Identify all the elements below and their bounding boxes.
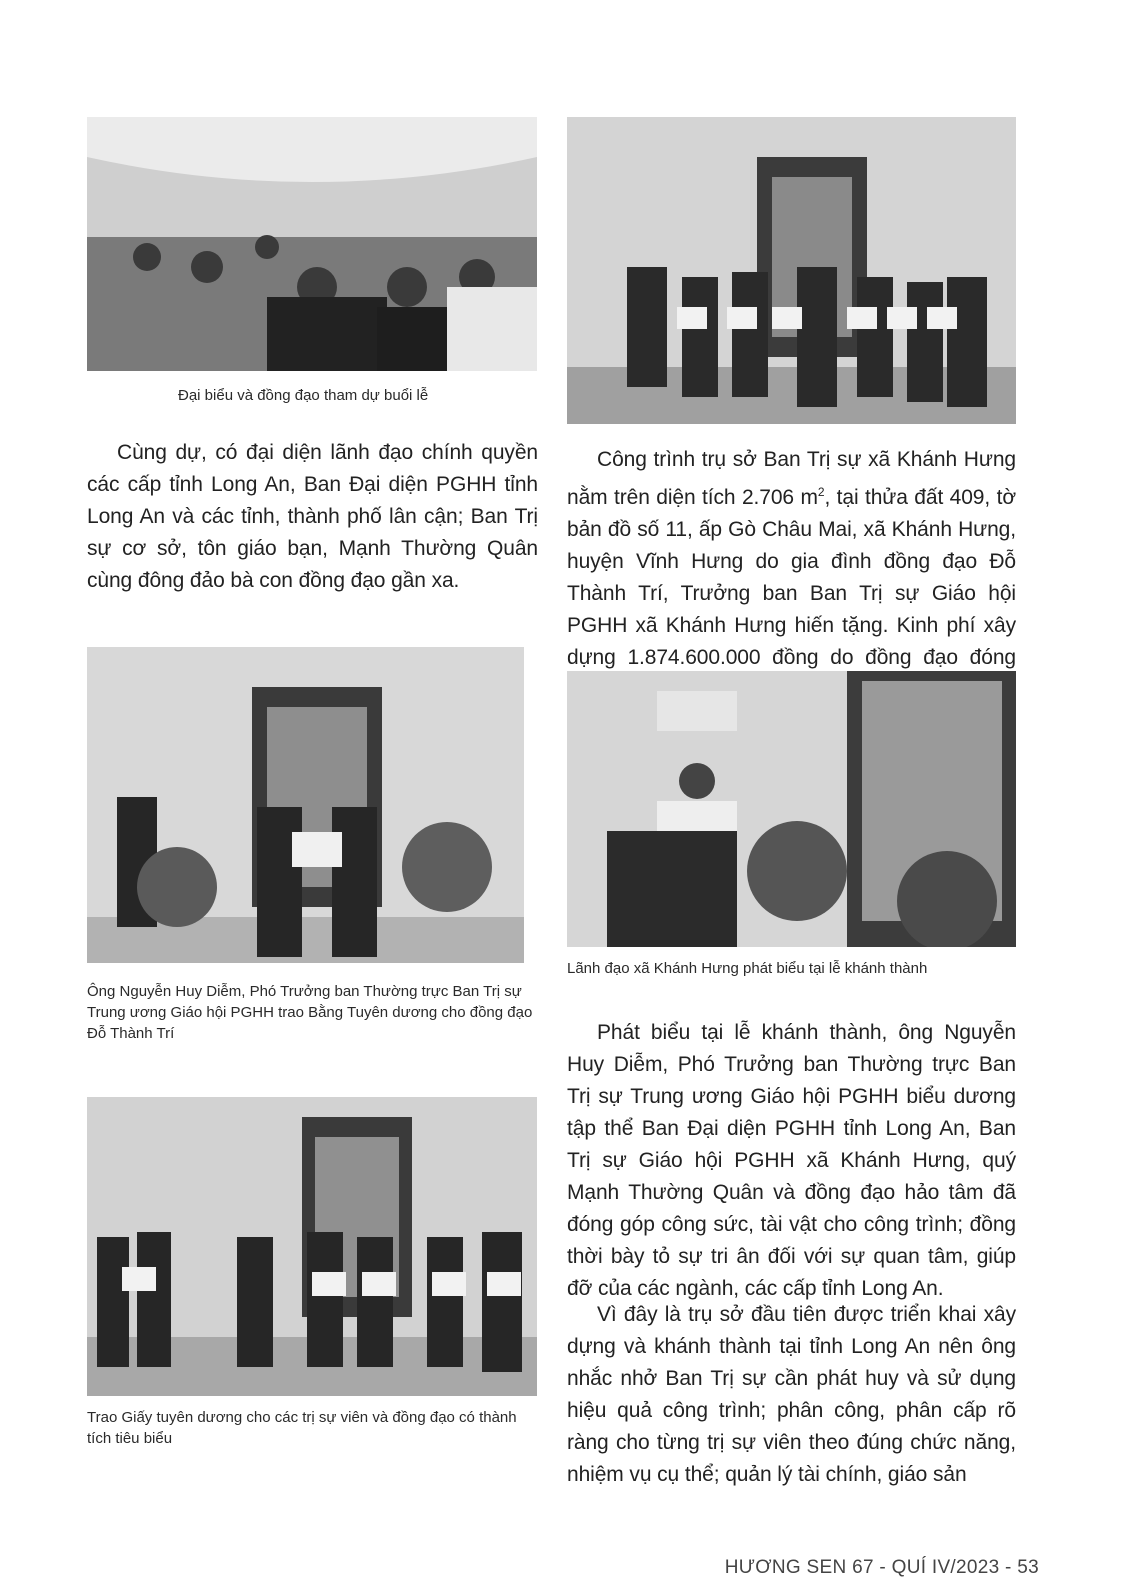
photo-group-award-stage xyxy=(567,117,1016,424)
photo-speaker-podium xyxy=(567,671,1016,947)
paragraph-right-1-part2: , tại thửa đất 409, tờ bản đồ số 11, ấp Gò Châu Mai, xã Khánh Hưng, huyện Vĩnh Hưng do gia đình đồng đạo Đỗ Thành Trí, Trưởng ban Ban Trị sự Giáo hội PGHH xã Khánh Hưng hiến tặng. Kinh phí xây dựng 1.874.600.000 đồng do đồng đạo đóng xyxy=(567,486,1016,669)
photo-speaker-podium-caption: Lãnh đạo xã Khánh Hưng phát biểu tại lễ khánh thành xyxy=(567,960,928,977)
photo-certificate-handover xyxy=(87,647,524,963)
paragraph-right-3: Vì đây là trụ sở đầu tiên được triển khai xây dựng và khánh thành tại tỉnh Long An nên ông nhắc nhở Ban Trị sự cần phát huy và sử dụng hiệu quả công trình; phân công, phân cấp rõ ràng cho từng trị sự viên theo đúng chức năng, nhiệm vụ cụ thể; quản lý tài chính, giáo sản xyxy=(567,1303,1016,1486)
paragraph-right-2: Phát biểu tại lễ khánh thành, ông Nguyễn Huy Diễm, Phó Trưởng ban Thường trực Ban Trị sự Trung ương Giáo hội PGHH biểu dương tập thể Ban Đại diện PGHH tỉnh Long An, Ban Trị sự Giáo hội PGHH xã Khánh Hưng, quý Mạnh Thường Quân và đồng đạo hảo tâm đã đóng góp công sức, tài vật cho công trình; đồng thời bày tỏ sự tri ân đối với sự quan tâm, giúp đỡ của các ngành, các cấp tỉnh Long An. xyxy=(567,1021,1016,1300)
paragraph-right-1 xyxy=(567,444,1016,706)
photo-certificate-handover-caption: Ông Nguyễn Huy Diễm, Phó Trưởng ban Thường trực Ban Trị sự Trung ương Giáo hội PGHH trao Bằng Tuyên dương cho đồng đạo Đỗ Thành Trí xyxy=(87,983,533,1042)
photo-group-certificates-caption: Trao Giấy tuyên dương cho các trị sự viên và đồng đạo có thành tích tiêu biểu xyxy=(87,1409,517,1447)
superscript-2: 2 xyxy=(817,485,825,499)
photo-audience xyxy=(87,117,537,371)
paragraph-left-1: Cùng dự, có đại diện lãnh đạo chính quyền các cấp tỉnh Long An, Ban Đại diện PGHH tỉnh Long An và các tỉnh, thành phố lân cận; Ban Trị sự cơ sở, tôn giáo bạn, Mạnh Thường Quân cùng đông đảo bà con đồng đạo gần xa. xyxy=(87,441,538,592)
page-footer: HƯƠNG SEN 67 - QUÍ IV/2023 - 53 xyxy=(724,1557,1039,1578)
photo-group-certificates xyxy=(87,1097,537,1396)
photo-audience-caption: Đại biểu và đồng đạo tham dự buổi lễ xyxy=(178,387,429,404)
paragraph-right-1-part1: Công trình trụ sở Ban Trị sự xã Khánh Hưng nằm trên diện tích 2.706 m xyxy=(567,448,1016,509)
